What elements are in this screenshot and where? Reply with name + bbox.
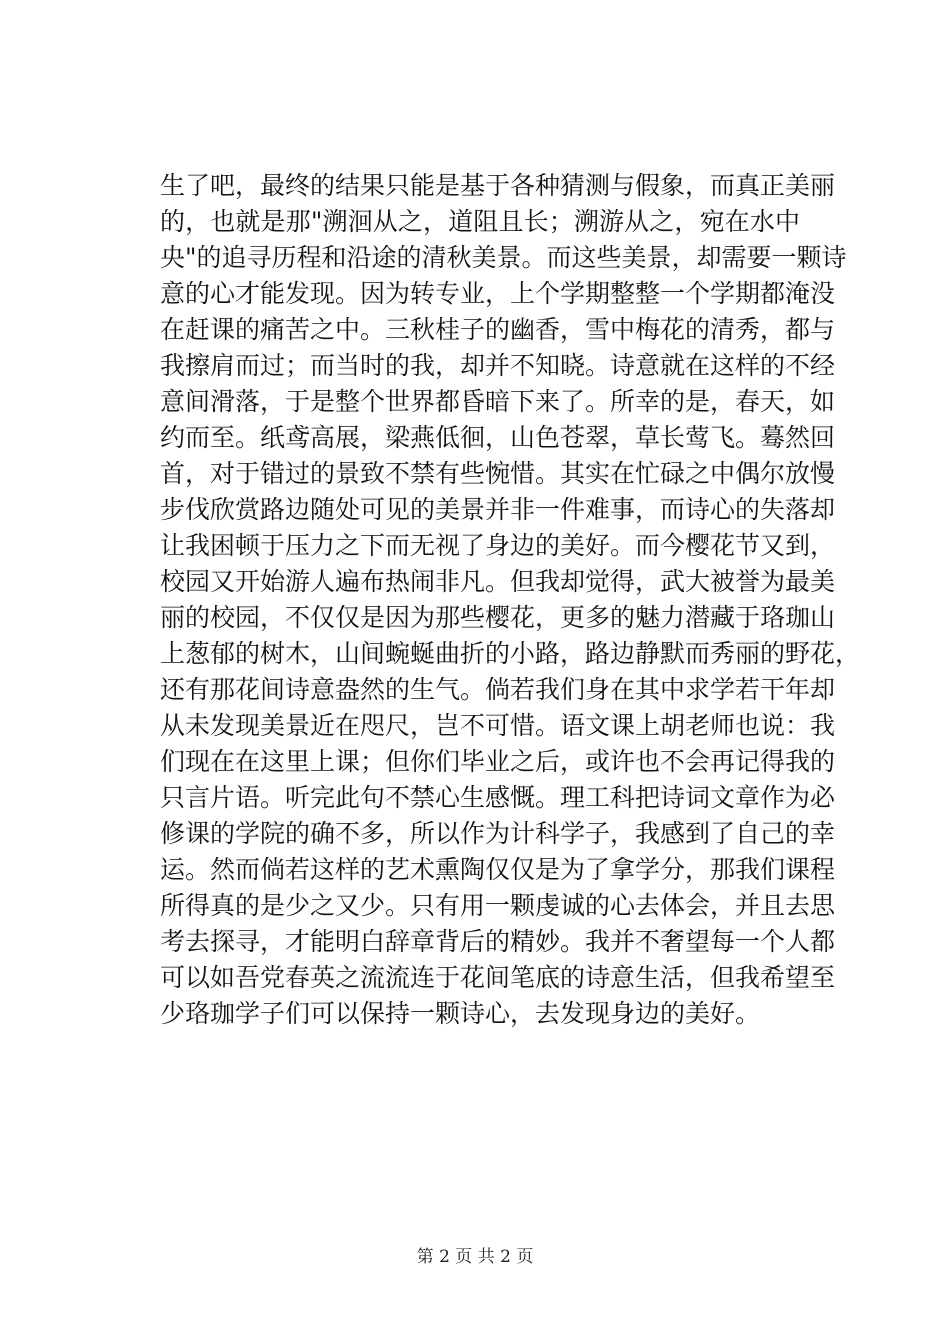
text-line: 生了吧，最终的结果只能是基于各种猜测与假象，而真正美丽 (160, 171, 836, 200)
text-line: 上葱郁的树木，山间蜿蜒曲折的小路，路边静默而秀丽的野花， (160, 639, 861, 668)
text-line: 央"的追寻历程和沿途的清秋美景。而这些美景，却需要一颗诗 (160, 243, 847, 272)
text-line: 步伐欣赏路边随处可见的美景并非一件难事，而诗心的失落却 (160, 495, 836, 524)
text-line: 意的心才能发现。因为转专业，上个学期整整一个学期都淹没 (160, 279, 836, 308)
text-line: 我擦肩而过；而当时的我，却并不知晓。诗意就在这样的不经 (160, 351, 836, 380)
text-line: 校园又开始游人遍布热闹非凡。但我却觉得，武大被誉为最美 (160, 567, 836, 596)
text-line: 首，对于错过的景致不禁有些惋惜。其实在忙碌之中偶尔放慢 (160, 459, 836, 488)
text-line: 们现在在这里上课；但你们毕业之后，或许也不会再记得我的 (160, 747, 836, 776)
body-paragraph (160, 168, 861, 1032)
text-line: 约而至。纸鸢高展，梁燕低徊，山色苍翠，草长莺飞。蓦然回 (160, 423, 836, 452)
text-line: 修课的学院的确不多，所以作为计科学子，我感到了自己的幸 (160, 819, 836, 848)
text-line: 让我困顿于压力之下而无视了身边的美好。而今樱花节又到， (160, 531, 836, 560)
text-line: 可以如吾党春英之流流连于花间笔底的诗意生活，但我希望至 (160, 963, 836, 992)
text-line: 从未发现美景近在咫尺，岂不可惜。语文课上胡老师也说：我 (160, 711, 836, 740)
text-line: 丽的校园，不仅仅是因为那些樱花，更多的魅力潜藏于珞珈山 (160, 603, 836, 632)
text-line: 在赶课的痛苦之中。三秋桂子的幽香，雪中梅花的清秀，都与 (160, 315, 836, 344)
text-line: 的，也就是那"溯洄从之，道阻且长；溯游从之，宛在水中 (160, 207, 800, 236)
page-number-footer: 第 2 页 共 2 页 (416, 1247, 534, 1267)
text-line: 考去探寻，才能明白辞章背后的精妙。我并不奢望每一个人都 (160, 927, 836, 956)
text-line: 所得真的是少之又少。只有用一颗虔诚的心去体会，并且去思 (160, 891, 836, 920)
text-line: 还有那花间诗意盎然的生气。倘若我们身在其中求学若干年却 (160, 675, 836, 704)
text-line: 运。然而倘若这样的艺术熏陶仅仅是为了拿学分，那我们课程 (160, 855, 836, 884)
text-line: 少珞珈学子们可以保持一颗诗心，去发现身边的美好。 (160, 999, 761, 1028)
text-line: 只言片语。听完此句不禁心生感慨。理工科把诗词文章作为必 (160, 783, 836, 812)
text-line: 意间滑落，于是整个世界都昏暗下来了。所幸的是，春天，如 (160, 387, 836, 416)
